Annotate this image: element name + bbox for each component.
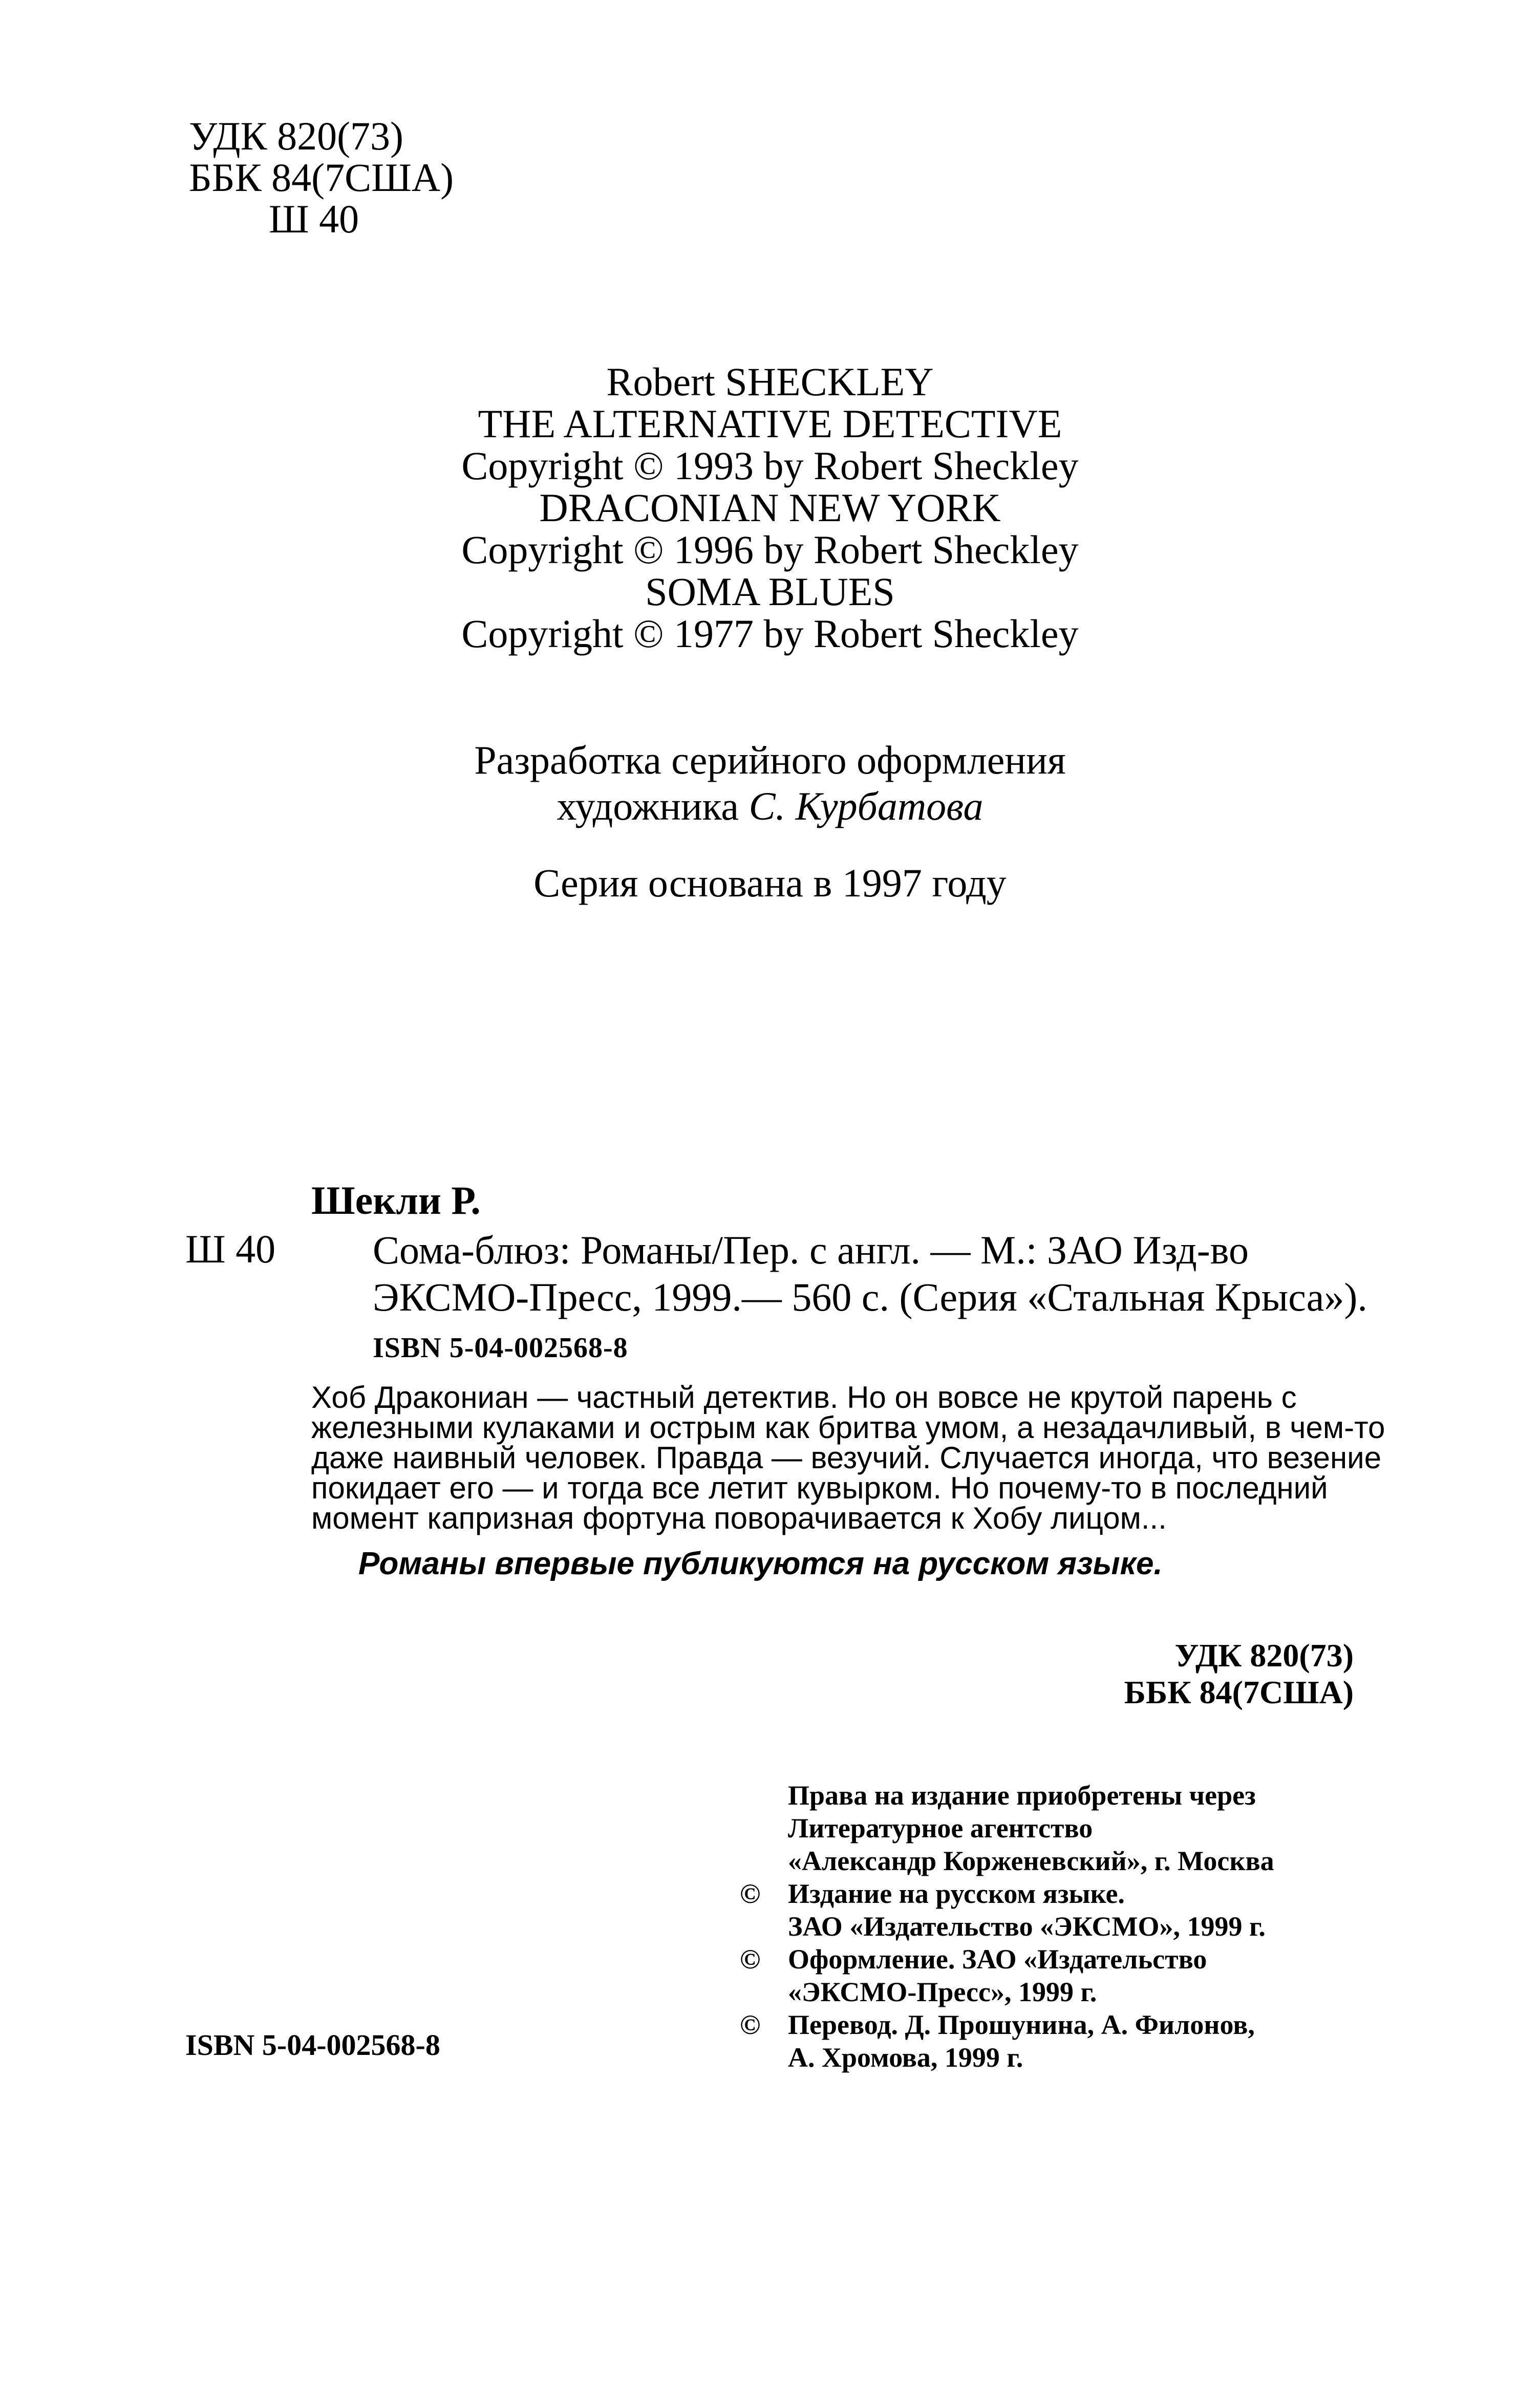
annotation-line: момент капризная фортуна поворачивается к Хобу лицом...	[311, 1501, 1167, 1535]
credit-line: DRACONIAN NEW YORK	[539, 485, 1001, 530]
annotation-line: железными кулаками и острым как бритва умом, а незадачливый, в чем-то	[311, 1410, 1385, 1445]
rights-line	[740, 2008, 1274, 2041]
card-description	[373, 1227, 1397, 1321]
credit-line: Copyright © 1993 by Robert Sheckley	[461, 443, 1079, 488]
credit-line: SOMA BLUES	[645, 569, 895, 614]
credit-line: Robert SHECKLEY	[606, 359, 934, 404]
rights-text: Издание на русском языке.	[788, 1878, 1125, 1909]
design-line: Разработка серийного оформления	[474, 738, 1066, 782]
design-artist-line	[0, 783, 1540, 829]
udk-code: УДК 820(73)	[1174, 1637, 1354, 1674]
rights-line	[740, 1812, 1274, 1845]
credit-line: Copyright © 1996 by Robert Sheckley	[461, 527, 1079, 572]
author-code: Ш 40	[269, 197, 359, 241]
rights-text: ЗАО «Издательство «ЭКСМО», 1999 г.	[788, 1911, 1266, 1942]
rights-line	[740, 2041, 1274, 2074]
card-author: Шекли Р.	[311, 1178, 481, 1223]
annotation	[311, 1380, 1385, 1535]
classification-right	[1124, 1637, 1354, 1711]
rights-text: А. Хромова, 1999 г.	[788, 2042, 1023, 2073]
annotation-line: Хоб Дракониан — частный детектив. Но он вовсе не крутой парень с	[311, 1380, 1297, 1414]
rights-line	[740, 1976, 1274, 2008]
card-author-code: Ш 40	[185, 1227, 276, 1271]
udk-code: УДК 820(73)	[189, 114, 404, 158]
design-prefix: художника	[557, 784, 749, 828]
card-desc-line: Сома-блюз: Романы/Пер. с англ. — М.: ЗАО Изд-во	[373, 1228, 1249, 1272]
series-founded: Серия основана в 1997 году	[533, 861, 1007, 905]
rights-text: Литературное агентство	[788, 1813, 1093, 1843]
rights-text: Права на издание приобретены через	[788, 1780, 1256, 1811]
card-desc-line: ЭКСМО-Пресс, 1999.— 560 с. (Серия «Стальная Крыса»).	[373, 1275, 1367, 1319]
annotation-line: покидает его — и тогда все летит кувырком. Но почему-то в последний	[311, 1471, 1328, 1505]
bbk-code: ББК 84(7США)	[189, 155, 454, 200]
bbk-code: ББК 84(7США)	[1124, 1674, 1354, 1710]
rights-line	[740, 1943, 1274, 1976]
rights-text: «ЭКСМО-Пресс», 1999 г.	[788, 1977, 1097, 2007]
rights-text: «Александр Корженевский», г. Москва	[788, 1846, 1274, 1876]
isbn-bottom: ISBN 5-04-002568-8	[185, 2028, 440, 2062]
series-design-credit	[0, 737, 1540, 829]
rights-text: Перевод. Д. Прошунина, А. Филонов,	[788, 2009, 1255, 2040]
credit-line: Copyright © 1977 by Robert Sheckley	[461, 611, 1079, 656]
copyright-symbol: ©	[740, 2009, 761, 2040]
copyright-symbol: ©	[740, 1944, 761, 1975]
card-isbn: ISBN 5-04-002568-8	[373, 1332, 628, 1364]
annotation-line: даже наивный человек. Правда — везучий. Случается иногда, что везение	[311, 1441, 1382, 1475]
credit-line: THE ALTERNATIVE DETECTIVE	[478, 401, 1062, 446]
rights-block	[740, 1779, 1274, 2074]
first-publication-note: Романы впервые публикуются на русском языке.	[358, 1546, 1163, 1581]
copyright-symbol: ©	[740, 1878, 761, 1909]
rights-line	[740, 1910, 1274, 1943]
rights-line	[740, 1877, 1274, 1910]
artist-name: С. Курбатова	[748, 784, 983, 828]
rights-line	[740, 1845, 1274, 1877]
original-credits	[0, 361, 1540, 655]
rights-line	[740, 1779, 1274, 1812]
classification-block	[189, 115, 454, 240]
rights-text: Оформление. ЗАО «Издательство	[788, 1944, 1207, 1975]
